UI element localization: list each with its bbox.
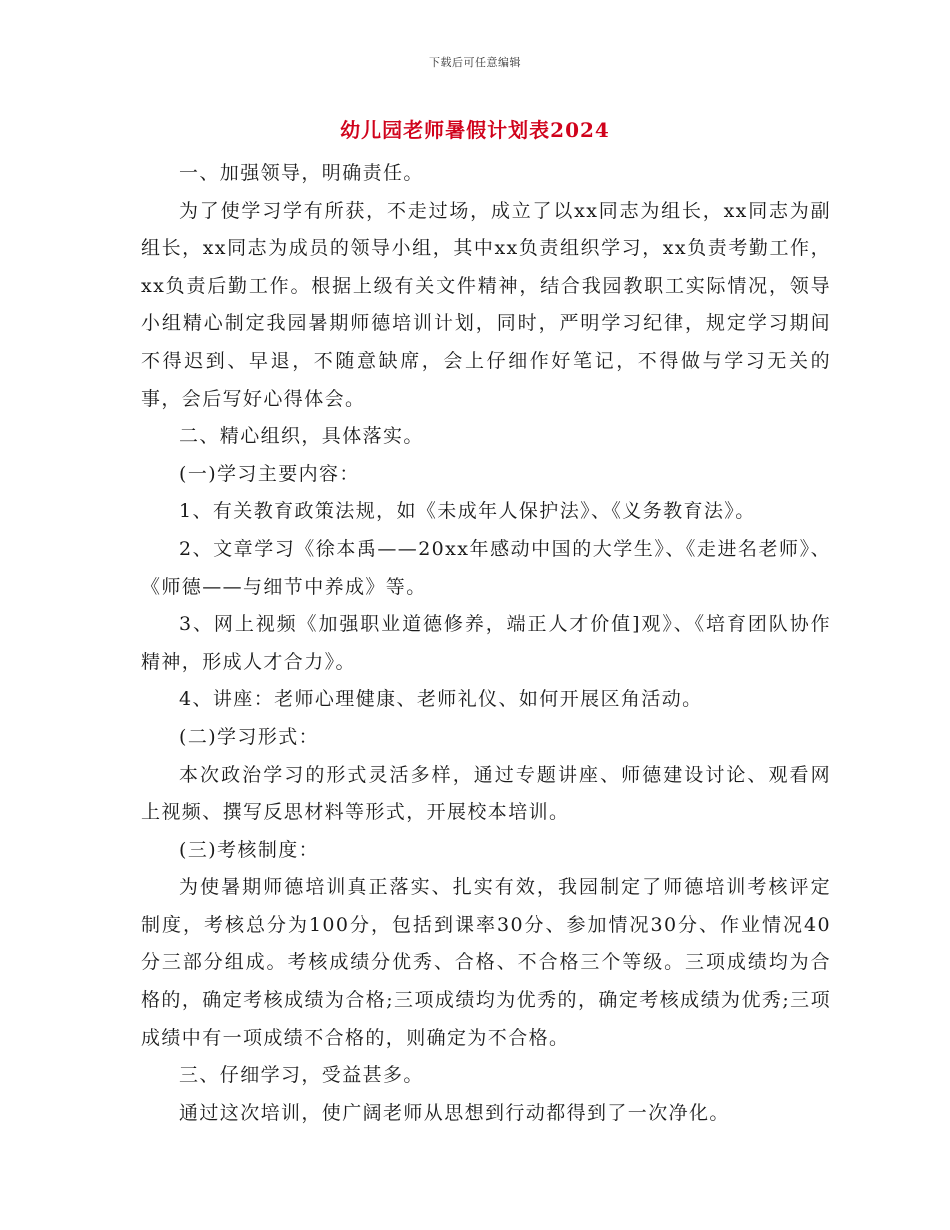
document-body [141, 155, 831, 1132]
paragraph-leadership: 为了使学习学有所获，不走过场，成立了以xx同志为组长，xx同志为副组长，xx同志为成员的领导小组，其中xx负责组织学习，xx负责考勤工作，xx负责后勤工作。根据上级有关文件精神，结合我园教职工实际情况，领导小组精心制定我园暑期师德培训计划，同时，严明学习纪律，规定学习期间不得迟到、早退，不随意缺席，会上仔细作好笔记，不得做与学习无关的事，会后写好心得体会。 [141, 199, 831, 410]
heading-section-2: 二、精心组织，具体落实。 [179, 425, 424, 448]
list-item-2: 2、文章学习《徐本禹——20xx年感动中国的大学生》、《走进名老师》、《师德——与细节中养成》等。 [141, 537, 831, 598]
subheading-content: (一)学习主要内容： [179, 462, 360, 485]
subheading-form: (二)学习形式： [179, 725, 320, 748]
list-item-1: 1、有关教育政策法规，如《未成年人保护法》、《义务教育法》。 [179, 500, 756, 523]
paragraph-assessment: 为使暑期师德培训真正落实、扎实有效，我园制定了师德培训考核评定制度，考核总分为100分，包括到课率30分、参加情况30分、作业情况40分三部分组成。考核成绩分优秀、合格、不合格三个等级。三项成绩均为合格的，确定考核成绩为合格;三项成绩均为优秀的，确定考核成绩为优秀;三项成绩中有一项成绩不合格的，则确定为不合格。 [141, 876, 831, 1049]
paragraph-form: 本次政治学习的形式灵活多样，通过专题讲座、师德建设讨论、观看网上视频、撰写反思材料等形式，开展校本培训。 [141, 763, 831, 824]
heading-section-3: 三、仔细学习，受益甚多。 [179, 1064, 424, 1087]
header-note: 下载后可任意编辑 [429, 56, 521, 69]
paragraph-conclusion: 通过这次培训，使广阔老师从思想到行动都得到了一次净化。 [179, 1101, 730, 1124]
document-title: 幼儿园老师暑假计划表2024 [340, 118, 610, 142]
subheading-assessment: (三)考核制度： [179, 838, 320, 861]
heading-section-1: 一、加强领导，明确责任。 [179, 162, 424, 184]
list-item-4: 4、讲座：老师心理健康、老师礼仪、如何开展区角活动。 [179, 688, 703, 711]
list-item-3: 3、网上视频《加强职业道德修养，端正人才价值]观》、《培育团队协作精神，形成人才合力》。 [141, 613, 831, 673]
